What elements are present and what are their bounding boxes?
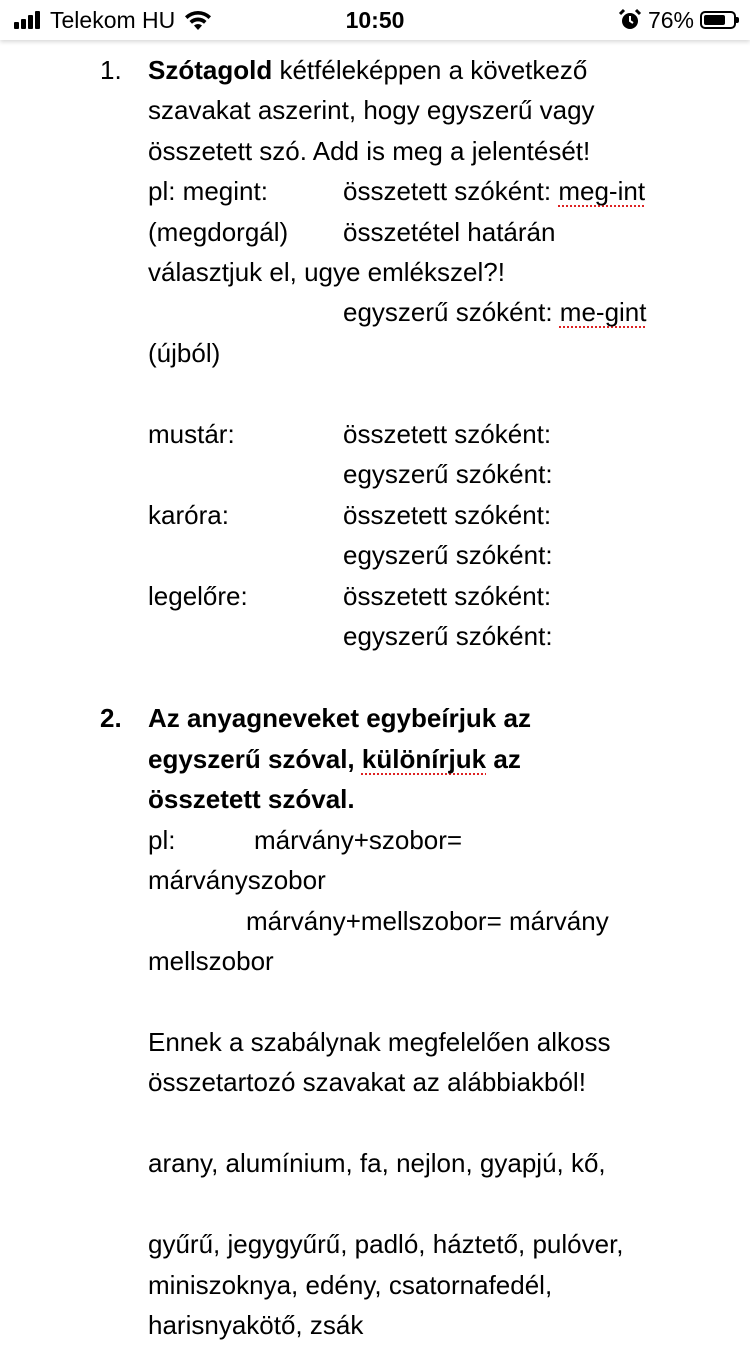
task1-title-rest: kétféleképpen a következő [279,55,588,85]
word-simple-label: egyszerű szóként: [343,540,553,570]
example-note-2: választjuk el, ugye emlékszel?! [148,257,505,287]
example-word: pl: megint: [148,176,268,206]
task2-number: 2. [100,703,122,733]
task2-title-part-a: egyszerű szóval, [148,744,355,774]
example-simple-label: egyszerű szóként: [343,297,553,327]
alarm-icon [618,8,642,32]
status-right [618,6,736,34]
task1-line2: szavakat aszerint, hogy egyszerű vagy [148,95,595,125]
battery-fill [704,15,725,25]
example-meaning-2: (újból) [148,338,221,368]
example-compound-value: meg-int [558,176,646,206]
task2-title-part-c: az [493,744,521,774]
task2-instruction-line1: Ennek a szabálynak megfelelően alkoss [148,1027,611,1057]
task2-example-1: márvány+szobor= [254,825,463,855]
task2-title-line2 [148,739,521,779]
example-compound-label: összetett szóként: [343,176,552,206]
status-bar [0,0,750,40]
task2-title-line3: összetett szóval. [148,784,355,814]
battery-icon [700,11,736,29]
word-simple-label: egyszerű szóként: [343,459,553,489]
task2-example-2-result: mellszobor [148,946,274,976]
word-compound-label: összetett szóként: [343,419,552,449]
task2-example-label: pl: [148,825,176,855]
carrier-name: Telekom HU [50,6,176,33]
task2-objects-line3: harisnyakötő, zsák [148,1310,364,1340]
example-note: összetétel határán [343,217,556,247]
task1-title-line [148,50,587,90]
word-item: karóra: [148,500,229,530]
word-item: mustár: [148,419,235,449]
task2-title-part-b: különírjuk [361,744,487,774]
task1-line3: összetett szó. Add is meg a jelentését! [148,136,591,166]
word-compound-label: összetett szóként: [343,581,552,611]
battery-percent: 76% [647,6,694,33]
task2-materials: arany, alumínium, fa, nejlon, gyapjú, kő, [148,1148,606,1178]
task2-objects-line2: miniszoknya, edény, csatornafedél, [148,1270,553,1300]
task2-instruction-line2: összetartozó szavakat az alábbiakból! [148,1067,586,1097]
task1-number: 1. [100,55,122,85]
clock: 10:50 [345,7,405,33]
example-meaning-1: (megdorgál) [148,217,289,247]
example-simple [343,292,647,332]
task2-example-1-result: márványszobor [148,865,326,895]
task1-title-bold: Szótagold [148,55,273,85]
word-compound-label: összetett szóként: [343,500,552,530]
example-simple-value: me-gint [559,297,647,327]
word-item: legelőre: [148,581,248,611]
example-compound [343,171,645,211]
task2-objects-line1: gyűrű, jegygyűrű, padló, háztető, pulóver, [148,1229,624,1259]
word-simple-label: egyszerű szóként: [343,621,553,651]
task2-example-2: márvány+mellszobor= márvány [246,906,609,936]
task2-title-line1: Az anyagneveket egybeírjuk az [148,703,531,733]
